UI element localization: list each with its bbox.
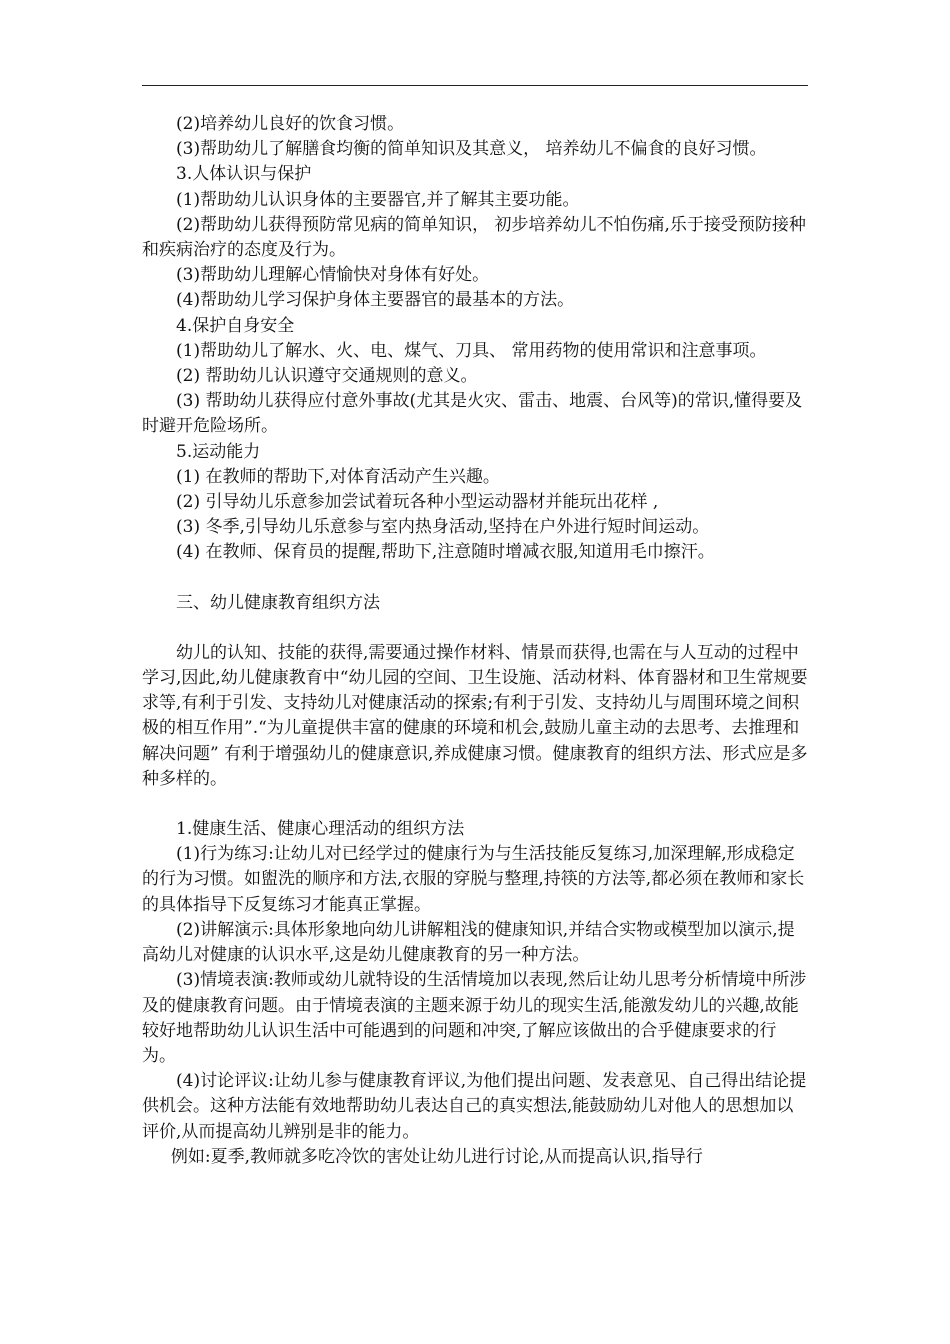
paragraph: (4) 在教师、保育员的提醒,帮助下,注意随时增减衣服,知道用毛巾擦汗。 xyxy=(176,542,715,563)
document-body xyxy=(142,112,810,1170)
paragraph: 1.健康生活、健康心理活动的组织方法 xyxy=(176,819,465,840)
paragraph: (1)帮助幼儿认识身体的主要器官,并了解其主要功能。 xyxy=(176,189,580,210)
paragraph: (2) 引导幼儿乐意参加尝试着玩各种小型运动器材并能玩出花样 , xyxy=(176,492,659,513)
paragraph: 三、幼儿健康教育组织方法 xyxy=(176,592,380,613)
paragraph: (2)讲解演示:具体形象地向幼儿讲解粗浅的健康知识,并结合实物或模型加以演示,提高幼儿对健康的认识水平,这是幼儿健康教育的另一种方法。 xyxy=(142,919,795,966)
paragraph xyxy=(142,616,810,641)
paragraph: (3) 帮助幼儿获得应付意外事故(尤其是火灾、雷击、地震、台风等)的常识,懂得要及时避开危险场所。 xyxy=(142,391,803,437)
paragraph: 5.运动能力 xyxy=(176,441,261,462)
paragraph xyxy=(142,566,810,591)
paragraph: (2)帮助幼儿获得预防常见病的简单知识， 初步培养幼儿不怕伤痛,乐于接受预防接种和疾病治疗的态度及行为。 xyxy=(142,214,806,261)
paragraph: (2)培养幼儿良好的饮食习惯。 xyxy=(176,114,405,134)
paragraph: (3)帮助幼儿了解膳食均衡的简单知识及其意义， 培养幼儿不偏食的良好习惯。 xyxy=(176,139,767,160)
paragraph: (3)情境表演:教师或幼儿就特设的生活情境加以表现,然后让幼儿思考分析情境中所涉及的健康教育问题。由于情境表演的主题来源于幼儿的现实生活,能激发幼儿的兴趣,故能较好地帮助幼儿认识生活中可能遇到的问题和冲突,了解应该做出的合乎健康要求的行为。 xyxy=(142,970,807,1066)
paragraph: (4)帮助幼儿学习保护身体主要器官的最基本的方法。 xyxy=(176,290,575,311)
header-rule xyxy=(142,85,808,86)
paragraph: (1) 在教师的帮助下,对体育活动产生兴趣。 xyxy=(176,466,500,487)
paragraph: (3) 冬季,引导幼儿乐意参与室内热身活动,坚持在户外进行短时间运动。 xyxy=(176,517,710,538)
paragraph: (4)讨论评议:让幼儿参与健康教育评议,为他们提出问题、发表意见、自己得出结论提供机会。这种方法能有效地帮助幼儿表达自己的真实想法,能鼓励幼儿对他人的思想加以评价,从而提高幼儿辨别是非的能力。 xyxy=(142,1071,807,1142)
paragraph: (1)帮助幼儿了解水、火、电、煤气、刀具、 常用药物的使用常识和注意事项。 xyxy=(176,340,767,361)
paragraph: 4.保护自身安全 xyxy=(176,315,295,336)
paragraph: (2) 帮助幼儿认识遵守交通规则的意义。 xyxy=(176,366,478,387)
paragraph xyxy=(142,792,810,817)
paragraph: 幼儿的认知、技能的获得,需要通过操作材料、情景而获得,也需在与人互动的过程中学习,因此,幼儿健康教育中“幼儿园的空间、卫生设施、活动材料、体育器材和卫生常规要求等,有利于引发、支持幼儿对健康活动的探索;有利于引发、支持幼儿与周围环境之间积极的相互作用”.“为儿童提供丰富的健康的环境和机会,鼓励儿童主动的去思考、去推理和解决问题” 有利于增强幼儿的健康意识,养成健康习惯。健康教育的组织方法、形式应是多种多样的。 xyxy=(142,642,808,789)
paragraph: 3.人体认识与保护 xyxy=(176,164,312,185)
paragraph: (1)行为练习:让幼儿对已经学过的健康行为与生活技能反复练习,加深理解,形成稳定的行为习惯。如盥洗的顺序和方法,衣服的穿脱与整理,持筷的方法等,都必须在教师和家长的具体指导下反复练习才能真正掌握。 xyxy=(142,844,805,915)
paragraph: (3)帮助幼儿理解心情愉快对身体有好处。 xyxy=(176,265,490,286)
paragraph: 例如:夏季,教师就多吃冷饮的害处让幼儿进行讨论,从而提高认识,指导行 xyxy=(170,1146,703,1167)
